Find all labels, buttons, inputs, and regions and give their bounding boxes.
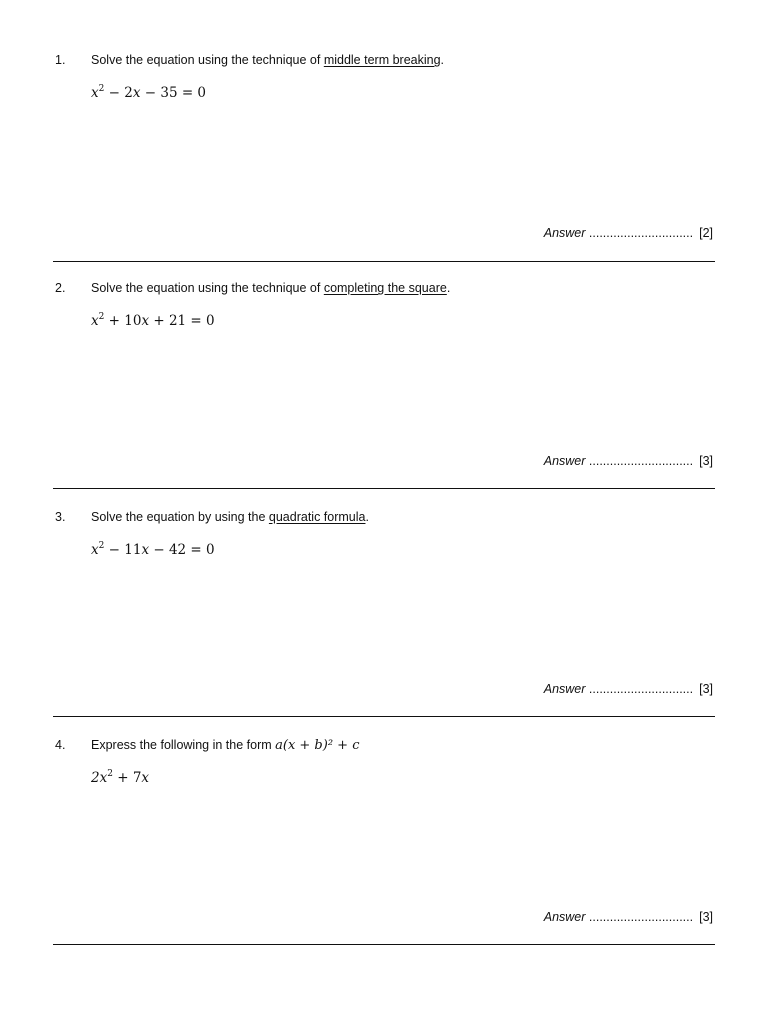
prompt-punctuation: . (440, 53, 445, 67)
answer-line-3[interactable] (544, 681, 713, 697)
equation-variable: x (141, 770, 150, 786)
answer-line-4[interactable] (544, 909, 713, 925)
divider-2 (53, 488, 715, 489)
question-number: 1. (55, 53, 66, 67)
equation-variable: x (141, 542, 150, 558)
marks: [3] (699, 682, 713, 696)
equation: $x^2 - 11x - 42 = 0$ (91, 541, 215, 558)
answer-label: Answer (543, 226, 586, 240)
marks: [2] (699, 226, 713, 240)
answer-label: Answer (543, 682, 586, 696)
question-number: 2. (55, 281, 66, 295)
equation-term-a: x (91, 313, 99, 329)
equation: $x^2 + 10x + 21 = 0$ (91, 312, 215, 329)
prompt-text: Solve the equation using the technique of (91, 53, 324, 67)
prompt-text: Solve the equation using the technique of (91, 281, 324, 295)
equation-term-b: + 7 (112, 770, 142, 786)
question-prompt (91, 737, 359, 754)
divider-4 (53, 944, 715, 945)
marks: [3] (699, 454, 713, 468)
answer-line-1[interactable] (544, 225, 713, 241)
answer-dots: .............................. (588, 454, 694, 468)
answer-label: Answer (543, 454, 586, 468)
prompt-underlined-term: completing the square (323, 281, 447, 295)
equation-term-a: x (91, 85, 99, 101)
equation-variable: x (141, 313, 150, 329)
prompt-text: Solve the equation by using the (91, 510, 269, 524)
prompt-underlined-term: middle term breaking (323, 53, 441, 67)
prompt-text: Express the following in the form (91, 738, 276, 752)
equation-term-a: 2x (91, 770, 108, 786)
equation-term-b: − 2 (104, 85, 133, 101)
question-prompt (91, 280, 450, 296)
equation: $x^2 - 2x - 35 = 0$ (91, 84, 207, 101)
prompt-underlined-term: quadratic formula (268, 510, 366, 524)
question-prompt (91, 509, 369, 525)
prompt-punctuation: . (446, 281, 451, 295)
prompt-punctuation: . (365, 510, 369, 524)
equation-term-a: x (91, 542, 99, 558)
equation-term-b: + 10 (104, 313, 142, 329)
equation: $2x^2 + 7x$ (91, 769, 150, 786)
divider-1 (53, 261, 715, 262)
answer-line-2[interactable] (544, 453, 713, 469)
answer-label: Answer (543, 910, 586, 924)
equation-term-b: − 11 (104, 542, 142, 558)
answer-dots: .............................. (588, 910, 694, 924)
equation-term-c: − 42 = 0 (149, 542, 215, 558)
question-number: 4. (55, 738, 66, 752)
question-prompt (91, 52, 444, 68)
answer-dots: .............................. (588, 226, 694, 240)
equation-variable: x (132, 85, 141, 101)
marks: [3] (699, 910, 713, 924)
answer-dots: .............................. (588, 682, 694, 696)
equation-term-c: + 21 = 0 (149, 313, 215, 329)
divider-3 (53, 716, 715, 717)
form-expression: a(x + b)² + c (275, 738, 360, 753)
equation-term-c: − 35 = 0 (140, 85, 207, 101)
question-number: 3. (55, 510, 66, 524)
